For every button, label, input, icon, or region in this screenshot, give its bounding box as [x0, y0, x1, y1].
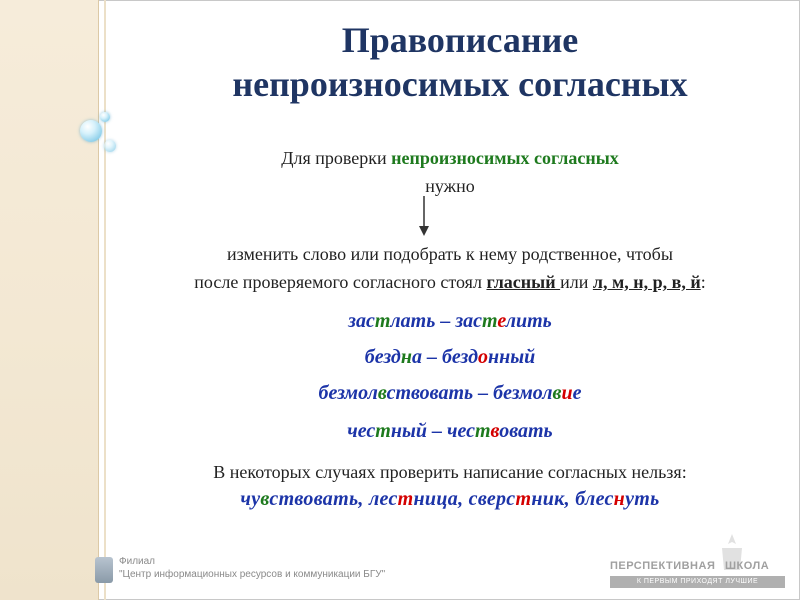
example-segment: и	[561, 382, 573, 404]
example-segment: чес	[347, 420, 376, 442]
bubble-decoration-large	[80, 120, 102, 142]
example-line	[100, 420, 800, 443]
footer-text	[119, 555, 439, 581]
rule-line-1: изменить слово или подобрать к нему родственное, чтобы	[227, 244, 673, 264]
exception-segment: в	[260, 488, 270, 510]
brand-slogan: К ПЕРВЫМ ПРИХОДЯТ ЛУЧШИЕ	[610, 576, 785, 588]
footer-line-1: Филиал	[119, 556, 156, 567]
rule-vowel: гласный	[486, 272, 561, 292]
example-segment: в	[552, 382, 562, 404]
example-segment: т	[375, 420, 391, 442]
footer-line-2: "Центр информационных ресурсов и коммуникации БГУ"	[119, 569, 386, 580]
title-line-1: Правописание	[341, 20, 579, 60]
example-segment: н	[400, 346, 412, 368]
page-title	[170, 18, 750, 106]
example-line	[100, 346, 800, 369]
example-segment: в	[377, 382, 387, 404]
example-segment: е	[497, 310, 506, 332]
example-segment: е	[572, 382, 582, 404]
exception-segment: н	[613, 488, 626, 510]
example-segment: а – безд	[411, 346, 478, 368]
rule-letters: л, м, н, р, в, й	[592, 272, 701, 292]
side-divider-line	[98, 0, 99, 600]
bubble-decoration-small	[100, 112, 110, 122]
exception-segment: ствовать, лес	[269, 488, 398, 510]
example-segment: ствовать – безмол	[386, 382, 553, 404]
example-segment: т	[482, 310, 498, 332]
example-line	[100, 310, 800, 333]
exceptions-lead: В некоторых случаях проверить написание согласных нельзя:	[213, 462, 687, 482]
example-segment: нный	[488, 346, 536, 368]
decorative-side-panel	[0, 0, 98, 600]
example-segment: зас	[348, 310, 375, 332]
example-segment: ный – чес	[390, 420, 475, 442]
down-arrow-icon	[418, 196, 430, 236]
example-segment: лать – зас	[390, 310, 483, 332]
affiliation-logo	[95, 557, 113, 583]
example-segment: овать	[499, 420, 553, 442]
rule-text: после проверяемого согласного стоял	[194, 272, 487, 292]
exception-segment: уть	[625, 488, 660, 510]
need-text: нужно	[425, 176, 475, 196]
brand-words	[610, 560, 790, 572]
brand-word-1: ПЕРСПЕКТИВНАЯ	[610, 560, 716, 572]
exceptions-words	[100, 488, 800, 511]
intro-line	[100, 148, 800, 169]
rule-or: или	[560, 272, 593, 292]
exception-segment: чу	[240, 488, 261, 510]
rule-colon: :	[700, 272, 706, 292]
example-segment: лить	[505, 310, 552, 332]
intro-lead: Для проверки	[281, 148, 392, 168]
title-line-2: непроизносимых согласных	[232, 64, 688, 104]
intro-highlight: непроизносимых согласных	[391, 148, 619, 168]
brand-word-2: ШКОЛА	[725, 560, 770, 572]
exception-segment: т	[515, 488, 532, 510]
example-segment: безмол	[318, 382, 378, 404]
example-segment: о	[478, 346, 488, 368]
example-segment: в	[490, 420, 500, 442]
example-line	[100, 382, 800, 405]
exception-segment: ник, блес	[531, 488, 614, 510]
brand-logo	[610, 560, 790, 596]
exception-segment: т	[397, 488, 414, 510]
rule-line-2	[100, 272, 800, 293]
example-segment: т	[474, 420, 491, 442]
example-segment: т	[374, 310, 391, 332]
example-segment: безд	[364, 346, 401, 368]
exception-segment: ница, сверс	[413, 488, 516, 510]
